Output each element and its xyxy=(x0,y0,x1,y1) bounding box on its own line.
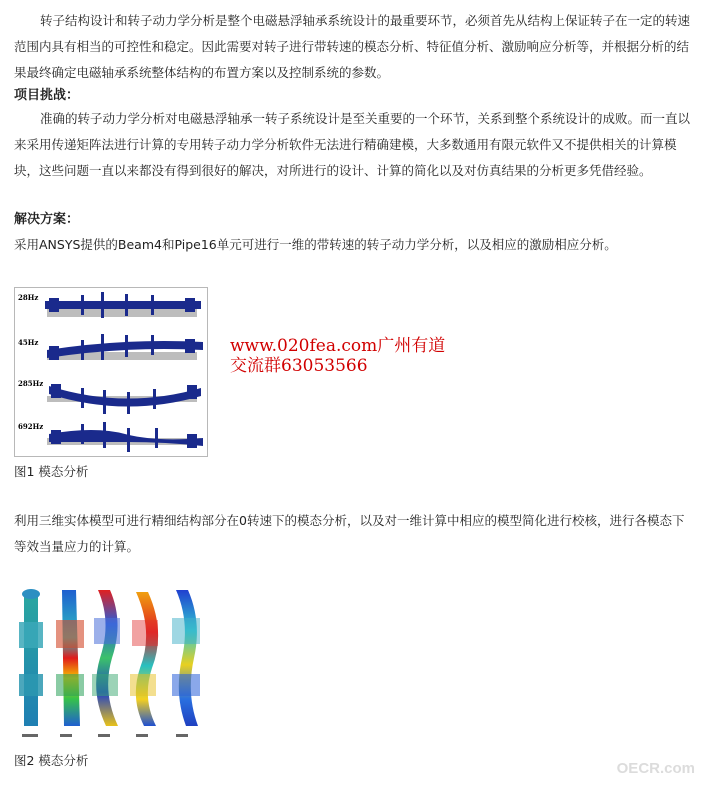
solid-mode-tick-labels xyxy=(22,734,188,737)
mode-label-1: 28Hz xyxy=(18,293,39,302)
watermark-line-2: 交流群63053566 xyxy=(230,356,368,376)
challenge-heading: 项目挑战： xyxy=(14,88,80,103)
rotor-mode-1 xyxy=(45,292,201,318)
figure-2-caption: 图2 模态分析 xyxy=(14,753,89,768)
site-logo: OECR.com xyxy=(616,760,695,777)
mode-label-2: 45Hz xyxy=(18,338,39,347)
solid-model-paragraph: 利用三维实体模型可进行精细结构部分在0转速下的模态分析，以及对一维计算中相应的模型简化进行校核，进行各模态下等效当量应力的计算。 xyxy=(14,513,685,554)
mode-label-3: 285Hz xyxy=(18,379,44,388)
rotor-mode-3 xyxy=(47,384,201,414)
solid-mode-4 xyxy=(130,592,158,726)
challenge-paragraph: 准确的转子动力学分析对电磁悬浮轴承一转子系统设计是至关重要的一个环节，关系到整个系统设计的成败。而一直以来采用传递矩阵法进行计算的专用转子动力学分析软件无法进行精确建模，大多数通用有限元软件又不提供相关的计算模块，这些问题一直以来都没有得到很好的解决，对所进行的设计、计算的简化以及对仿真结果的分析更多凭借经验。 xyxy=(14,111,691,178)
solid-mode-1 xyxy=(19,589,43,726)
figure-2-solid-modes xyxy=(14,582,214,744)
mode-label-4: 692Hz xyxy=(18,422,44,431)
solution-heading: 解决方案： xyxy=(14,212,80,227)
solid-mode-5 xyxy=(172,590,200,726)
rotor-mode-4 xyxy=(47,422,203,452)
figure-1-drawing xyxy=(15,288,207,456)
figure-1-mode-shapes xyxy=(14,287,208,457)
figure-1-caption: 图1 模态分析 xyxy=(14,464,89,479)
watermark-line-1: www.020fea.com广州有道 xyxy=(230,336,446,356)
rotor-mode-2 xyxy=(47,334,203,360)
figure-2-drawing xyxy=(14,582,214,744)
solution-paragraph: 采用ANSYS提供的Beam4和Pipe16单元可进行一维的带转速的转子动力学分析，以及相应的激励相应分析。 xyxy=(14,237,617,252)
intro-paragraph: 转子结构设计和转子动力学分析是整个电磁悬浮轴承系统设计的最重要环节，必须首先从结构上保证转子在一定的转速范围内具有相当的可控性和稳定。因此需要对转子进行带转速的模态分析、特征值分析、激励响应分析等，并根据分析的结果最终确定电磁轴承系统整体结构的布置方案以及控制系统的参数。 xyxy=(14,13,691,80)
solid-mode-2 xyxy=(56,590,84,726)
solid-mode-3 xyxy=(92,590,120,726)
